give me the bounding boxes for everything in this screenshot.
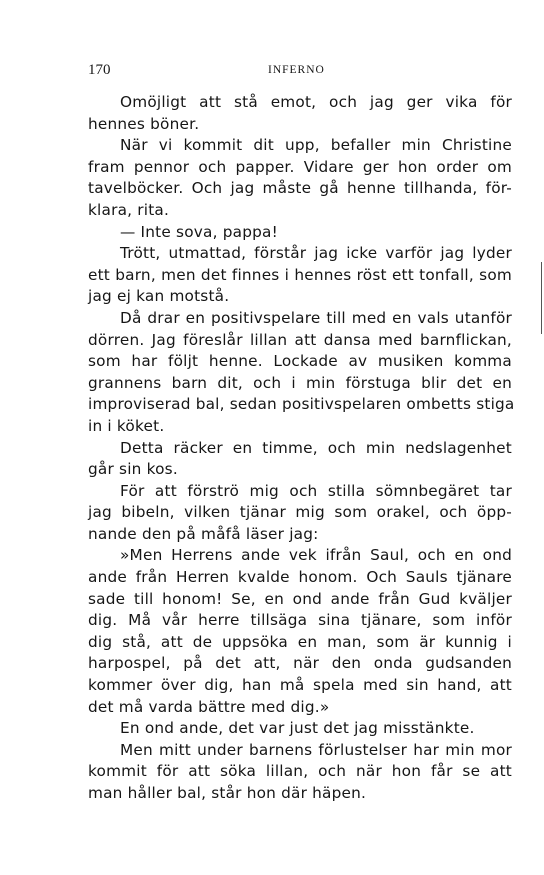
text-line: jag ej kan motstå. [88, 287, 230, 306]
text-line: För att förströ mig och stilla sömnbegäret tar [120, 481, 512, 500]
text-line: dörren. Jag föreslår lillan att dansa med barnflickan, [88, 330, 512, 349]
text-line: dig. Må vår herre tillsäga sina tjänare, som inför [88, 611, 512, 630]
text-line: fram pennor och papper. Vidare ger hon order om [88, 157, 512, 176]
text-line: improviserad bal, sedan positivspelaren ombetts stiga [88, 395, 515, 414]
running-title: INFERNO [268, 64, 325, 76]
text-line: jag bibeln, vilken tjänar mig som orakel, och öpp- [88, 503, 512, 522]
page-number: 170 [88, 62, 111, 78]
text-line: kommit för att söka lillan, och när hon får se att [88, 762, 512, 781]
text-line: När vi kommit dit upp, befaller min Christine [120, 136, 512, 155]
text-line: nande den på måfå läser jag: [88, 524, 319, 543]
text-line: Då drar en positivspelare till med en vals utanför [120, 308, 512, 327]
text-line: harpospel, på det att, när den onda gudsanden [88, 654, 512, 673]
text-line: ett barn, men det finnes i hennes röst ett tonfall, som [88, 265, 512, 284]
text-line: dig stå, att de uppsöka en man, som är kunnig i [88, 632, 512, 651]
text-line: klara, rita. [88, 200, 170, 219]
text-line: — Inte sova, pappa! [120, 222, 278, 241]
text-line: tavelböcker. Och jag måste gå henne tillhanda, för- [88, 179, 512, 198]
text-line: det må varda bättre med dig.» [88, 697, 330, 716]
text-line: går sin kos. [88, 460, 178, 479]
text-line: ande från Herren kvalde honom. Och Sauls tjänare [88, 568, 512, 587]
text-line: kommer över dig, han må spela med sin hand, att [88, 676, 512, 695]
scan-edge-line [541, 262, 542, 334]
text-line: som har följt henne. Lockade av musiken komma [88, 352, 512, 371]
text-line: Omöjligt att stå emot, och jag ger vika för [120, 93, 512, 111]
running-head [88, 62, 512, 82]
text-line: man håller bal, står hon där häpen. [88, 784, 367, 802]
text-line: grannens barn dit, och i min förstuga blir det en [88, 373, 512, 392]
text-line: Detta räcker en timme, och min nedslagenhet [120, 438, 512, 457]
text-line: sade till honom! Se, en ond ande från Gud kväljer [88, 589, 512, 608]
body-text [88, 92, 515, 805]
text-line: En ond ande, det var just det jag misstänkte. [120, 719, 475, 738]
text-line: Trött, utmattad, förstår jag icke varför jag lyder [120, 244, 512, 263]
text-line: »Men Herrens ande vek ifrån Saul, och en ond [120, 546, 512, 565]
text-line: hennes böner. [88, 114, 200, 133]
text-line: Men mitt under barnens förlustelser har min mor [120, 740, 512, 759]
text-line: in i köket. [88, 416, 165, 435]
